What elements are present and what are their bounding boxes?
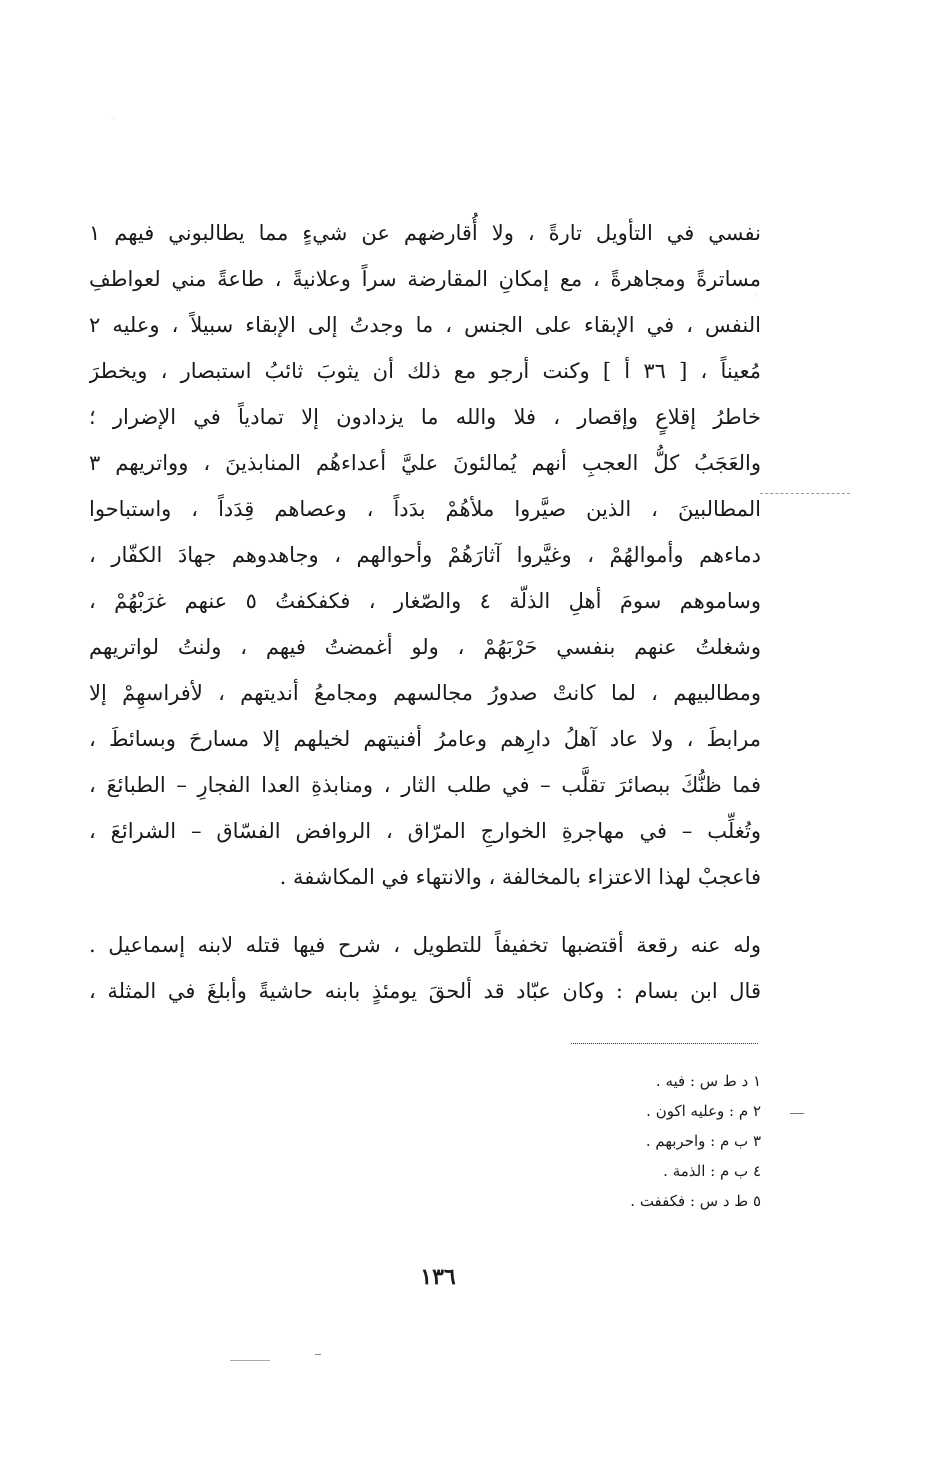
text-line: مساترةً ومجاهرةً ، مع إمكانِ المقارضة سراً وعلانيةً ، طاعةً مني لعواطفِ [89,267,761,291]
text-line: مرابطَ ، ولا عاد آهلُ دارِهم وعامرُ أفنيتهم لخيلهم إلا مسارحَ وبسائطَ ، [89,727,761,751]
text-line: قال ابن بسام : وكان عبّاد قد ألحقَ يومئذٍ بابنه حاشيةً وأبلغَ في المثلة ، [89,979,761,1003]
footnote: ٤ ب م : الذمة . [663,1162,761,1180]
scan-artifact [230,1360,270,1361]
footnote: ٥ ط د س : فكففت . [630,1192,761,1210]
text-line: المطالبينَ ، الذين صيَّروا ملأهُمْ بدَداً ، وعصاهم قِدَداً ، واستباحوا [89,497,761,521]
text-line: دماءهم وأموالهُمْ ، وغيَّروا آثارَهُمْ وأحوالهم ، وجاهدوهم جهادَ الكفّار ، [89,543,761,567]
main-text [89,210,761,1014]
text-line: نفسي في التأويل تارةً ، ولا أُقارضهم عن شيءٍ مما يطالبوني فيهم ١ [89,221,761,245]
text-line: وشغلتُ عنهم بنفسي حَرْبَهُمْ ، ولو أغمضتُ فيهم ، ولنتُ لواتريهم [89,635,761,659]
text-line: وساموهم سومَ أهلِ الذلّة ٤ والصّغار ، فكفكفتُ ٥ عنهم غرَبْهُمْ ، [89,589,761,613]
paragraph-gap [89,900,761,922]
text-line: النفس ، في الإبقاء على الجنس ، ما وجدتُ إلى الإبقاء سبيلاً ، وعليه ٢ [89,313,761,337]
text-line: خاطرُ إقلاعٍ وإقصار ، فلا والله ما يزدادون إلا تمادياً في الإضرار ؛ [89,405,761,429]
scan-artifact [315,1354,321,1355]
text-line: وله عنه رقعة أقتضبها تخفيفاً للتطويل ، شرح فيها قتله لابنه إسماعيل . [89,933,761,957]
footnotes [461,1066,761,1216]
text-line: والعَجَبُ كلُّ العجبِ أنهم يُمالئونَ عليَّ أعداءهُم المنابذينَ ، وواتريهم ٣ [89,451,761,475]
text-line: ومطالبيهم ، لما كانتْ صدورُ مجالسهم ومجامعُ أنديتهم ، لأفراسهِمْ إلا [89,681,761,705]
scan-artifact [760,493,850,495]
text-line: فما ظنُّكَ ببصائرَ تقلَّب – في طلب الثار ، ومنابذةِ العدا الفجارِ – الطبائعَ ، [89,773,761,797]
text-line: وتُغلِّب – في مهاجرةِ الخوارجِ المرّاق ، الروافض الفسّاق – الشرائعَ ، [89,819,761,843]
footnote: ٣ ب م : واحربهم . [645,1132,761,1150]
text-line-last: فاعجبْ لهذا الاعتزاء بالمخالفة ، والانتهاء في المكاشفة . [279,865,761,889]
footnote: ١ د ط س : فيه . [655,1072,761,1090]
text-line: مُعيناً ، [ ٣٦ أ ] وكنت أرجو مع ذلك أن يثوبَ ثائبُ استبصار ، ويخطرَ [89,359,761,383]
scan-artifact [790,1113,804,1114]
page-number: ١٣٦ [420,1264,456,1290]
footnote-separator [571,1043,758,1044]
footnote: ٢ م : وعليه اكون . [646,1102,761,1120]
